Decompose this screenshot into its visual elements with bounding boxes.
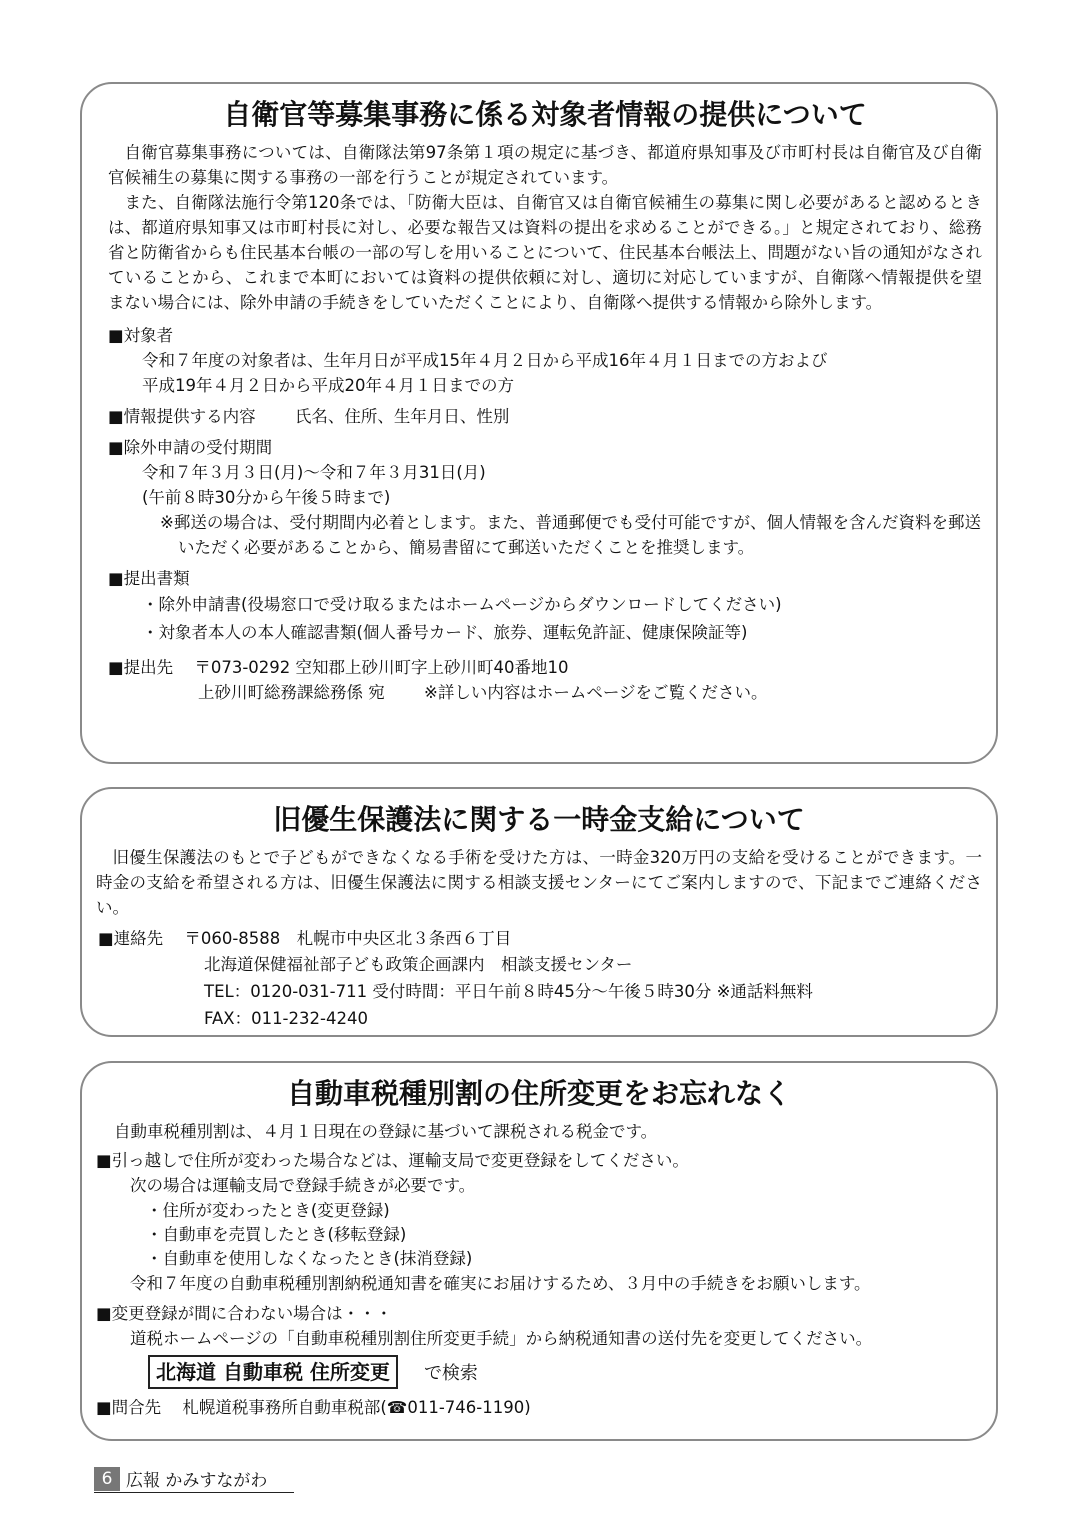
submit-row xyxy=(108,655,982,680)
submit-recipient: 上砂川町総務課総務係 宛 xyxy=(198,683,385,702)
heading-late: ■変更登録が間に合わない場合は・・・ xyxy=(96,1304,393,1323)
case-item: ・自動車を使用しなくなったとき(抹消登録) xyxy=(146,1249,473,1268)
section-title: 旧優生保護法に関する一時金支給について xyxy=(273,803,805,836)
intro-paragraph: 自衛官募集事務については、自衛隊法第97条第１項の規定に基づき、都道府県知事及び市町村長は自衛官及び自衛官候補生の募集に関する事務の一部を行うことが規定されています。 xyxy=(108,143,982,187)
target-line: 令和７年度の対象者は、生年月日が平成15年４月２日から平成16年４月１日までの方および xyxy=(142,351,828,370)
contact-row xyxy=(96,926,982,951)
contact-fax: FAX：011-232-4240 xyxy=(204,1009,368,1028)
heading-moving: ■引っ越しで住所が変わった場合などは、運輸支局で変更登録をしてください。 xyxy=(96,1151,689,1170)
period-dates: 令和７年３月３日(月)～令和７年３月31日(月) xyxy=(142,463,486,482)
inquiry-text: 札幌道税事務所自動車税部(☎011-746-1190) xyxy=(182,1398,531,1417)
heading-period: ■除外申請の受付期間 xyxy=(108,438,273,457)
intro-paragraph: 旧優生保護法のもとで子どもができなくなる手術を受けた方は、一時金320万円の支給を受けることができます。一時金の支給を希望される方は、旧優生保護法に関する相談支援センターにてご案内しますので、下記までご連絡ください。 xyxy=(96,848,982,917)
info-value: 氏名、住所、生年月日、性別 xyxy=(294,407,510,426)
heading-target: ■対象者 xyxy=(108,326,174,345)
search-suffix: で検索 xyxy=(423,1363,478,1384)
moving-sub: 次の場合は運輸支局で登録手続きが必要です。 xyxy=(130,1176,476,1195)
case-item: ・住所が変わったとき(変更登録) xyxy=(146,1201,390,1220)
page-number: 6 xyxy=(94,1467,120,1491)
inquiry-row xyxy=(96,1395,982,1420)
heading-submit: ■提出先 xyxy=(108,658,174,677)
period-note: ※郵送の場合は、受付期間内必着とします。また、普通郵便でも受付可能ですが、個人情報を含んだ資料を郵送いただく必要があることから、簡易書留にて郵送いただくことを推奨します。 xyxy=(160,513,982,557)
case-item: ・自動車を売買したとき(移転登録) xyxy=(146,1225,407,1244)
submit-note: ※詳しい内容はホームページをご覧ください。 xyxy=(424,683,768,702)
request-text: 令和７年度の自動車税種別割納税通知書を確実にお届けするため、３月中の手続きをお願いします。 xyxy=(130,1274,871,1293)
section-title: 自動車税種別割の住所変更をお忘れなく xyxy=(286,1077,791,1110)
document-item: ・対象者本人の本人確認書類(個人番号カード、旅券、運転免許証、健康保険証等) xyxy=(142,623,748,642)
info-row xyxy=(108,404,982,429)
page-footer xyxy=(94,1466,294,1493)
period-hours: (午前８時30分から午後５時まで) xyxy=(142,488,391,507)
search-terms-box: 北海道 自動車税 住所変更 xyxy=(148,1355,398,1389)
intro-paragraph: 自動車税種別割は、４月１日現在の登録に基づいて課税される税金です。 xyxy=(114,1122,658,1141)
contact-address: 〒060-8588 札幌市中央区北３条西６丁目 xyxy=(184,929,512,948)
heading-inquiry: ■問合先 xyxy=(96,1398,162,1417)
contact-tel: TEL：0120-031-711 受付時間：平日午前８時45分～午後５時30分 ※通話料無料 xyxy=(204,982,813,1001)
publication-name: 広報 かみすながわ xyxy=(126,1471,268,1491)
heading-contact: ■連絡先 xyxy=(98,929,164,948)
intro-paragraph: また、自衛隊法施行令第120条では、「防衛大臣は、自衛官又は自衛官候補生の募集に関し必要があると認めるときは、都道府県知事又は市町村長に対し、必要な報告又は資料の提出を求めることができる。」と規定されており、総務省と防衛省からも住民基本台帳の一部の写しを用いることについて、住民基本台帳法上、問題がない旨の通知がなされていることから、これまで本町においては資料の提供依頼に対し、適切に対応していますが、自衛隊へ情報提供を望まない場合には、除外申請の手続きをしていただくことにより、自衛隊へ提供する情報から除外します。 xyxy=(108,193,982,312)
submit-address: 〒073-0292 空知郡上砂川町字上砂川町40番地10 xyxy=(194,658,569,677)
late-text: 道税ホームページの「自動車税種別割住所変更手続」から納税通知書の送付先を変更してください。 xyxy=(130,1329,873,1348)
submit-row-2 xyxy=(108,680,982,705)
document-item: ・除外申請書(役場窓口で受け取るまたはホームページからダウンロードしてください) xyxy=(142,595,782,614)
section-sdf-recruitment xyxy=(80,82,998,764)
contact-office: 北海道保健福祉部子ども政策企画課内 相談支援センター xyxy=(204,955,633,974)
section-eugenics-compensation xyxy=(80,787,998,1037)
heading-info: ■情報提供する内容 xyxy=(108,407,256,426)
section-title: 自衛官等募集事務に係る対象者情報の提供について xyxy=(223,98,867,131)
heading-documents: ■提出書類 xyxy=(108,569,190,588)
section-vehicle-tax xyxy=(80,1061,998,1441)
search-callout xyxy=(96,1355,982,1389)
target-line: 平成19年４月２日から平成20年４月１日までの方 xyxy=(142,376,514,395)
